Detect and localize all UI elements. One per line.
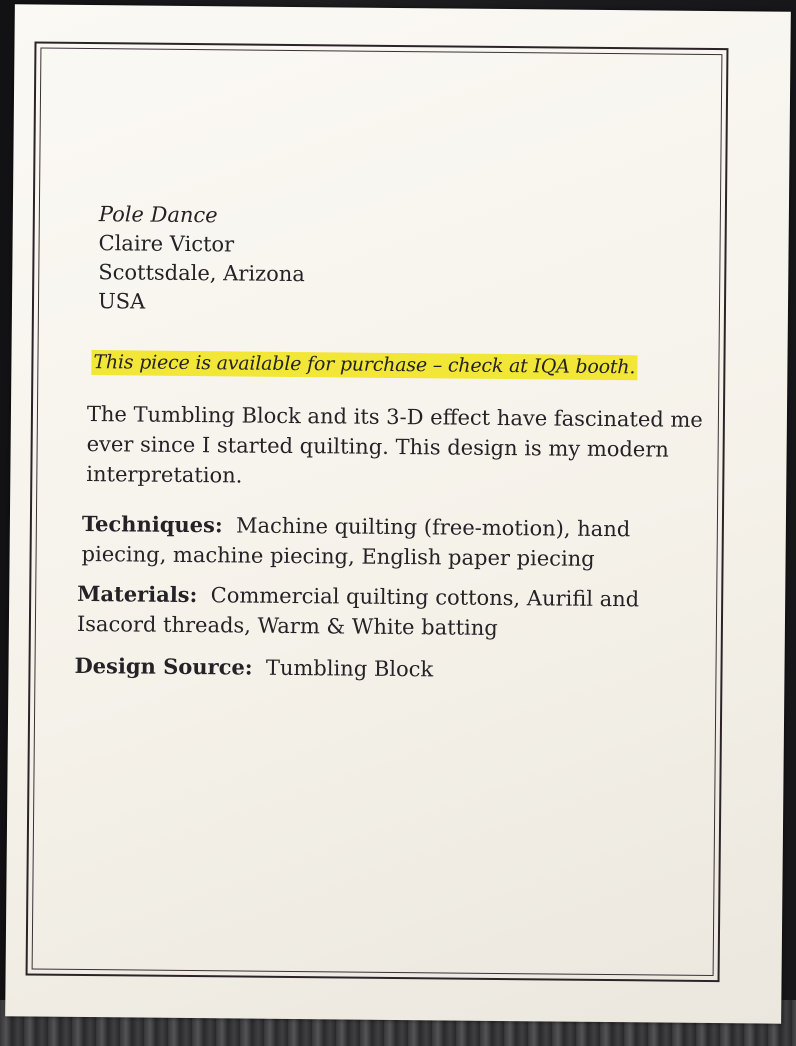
artwork-title: Pole Dance bbox=[98, 202, 218, 228]
label-content bbox=[74, 200, 719, 687]
design-source-value: Tumbling Block bbox=[265, 655, 434, 682]
design-source-label: Design Source: bbox=[74, 652, 253, 680]
materials-row bbox=[77, 579, 678, 645]
techniques-value: Machine quilting (free-motion), hand piecing, machine piecing, English paper piecing bbox=[81, 513, 631, 571]
techniques-label: Techniques: bbox=[81, 510, 223, 538]
artist-statement: The Tumbling Block and its 3-D effect have fascinated me ever since I started quilting. This design is my modern interpretation. bbox=[86, 402, 703, 488]
quilt-label-card bbox=[5, 4, 791, 1023]
purchase-note: This piece is available for purchase – check at IQA booth. bbox=[91, 350, 637, 380]
artist-location: Scottsdale, Arizona bbox=[98, 260, 305, 287]
artwork-header bbox=[98, 200, 719, 322]
techniques-row bbox=[81, 509, 682, 575]
design-source-row bbox=[74, 651, 674, 687]
materials-value: Commercial quilting cottons, Aurifil and Isacord threads, Warm & White batting bbox=[76, 583, 640, 640]
materials-label: Materials: bbox=[77, 580, 198, 608]
artist-country: USA bbox=[97, 289, 146, 314]
artist-name: Claire Victor bbox=[98, 231, 235, 257]
